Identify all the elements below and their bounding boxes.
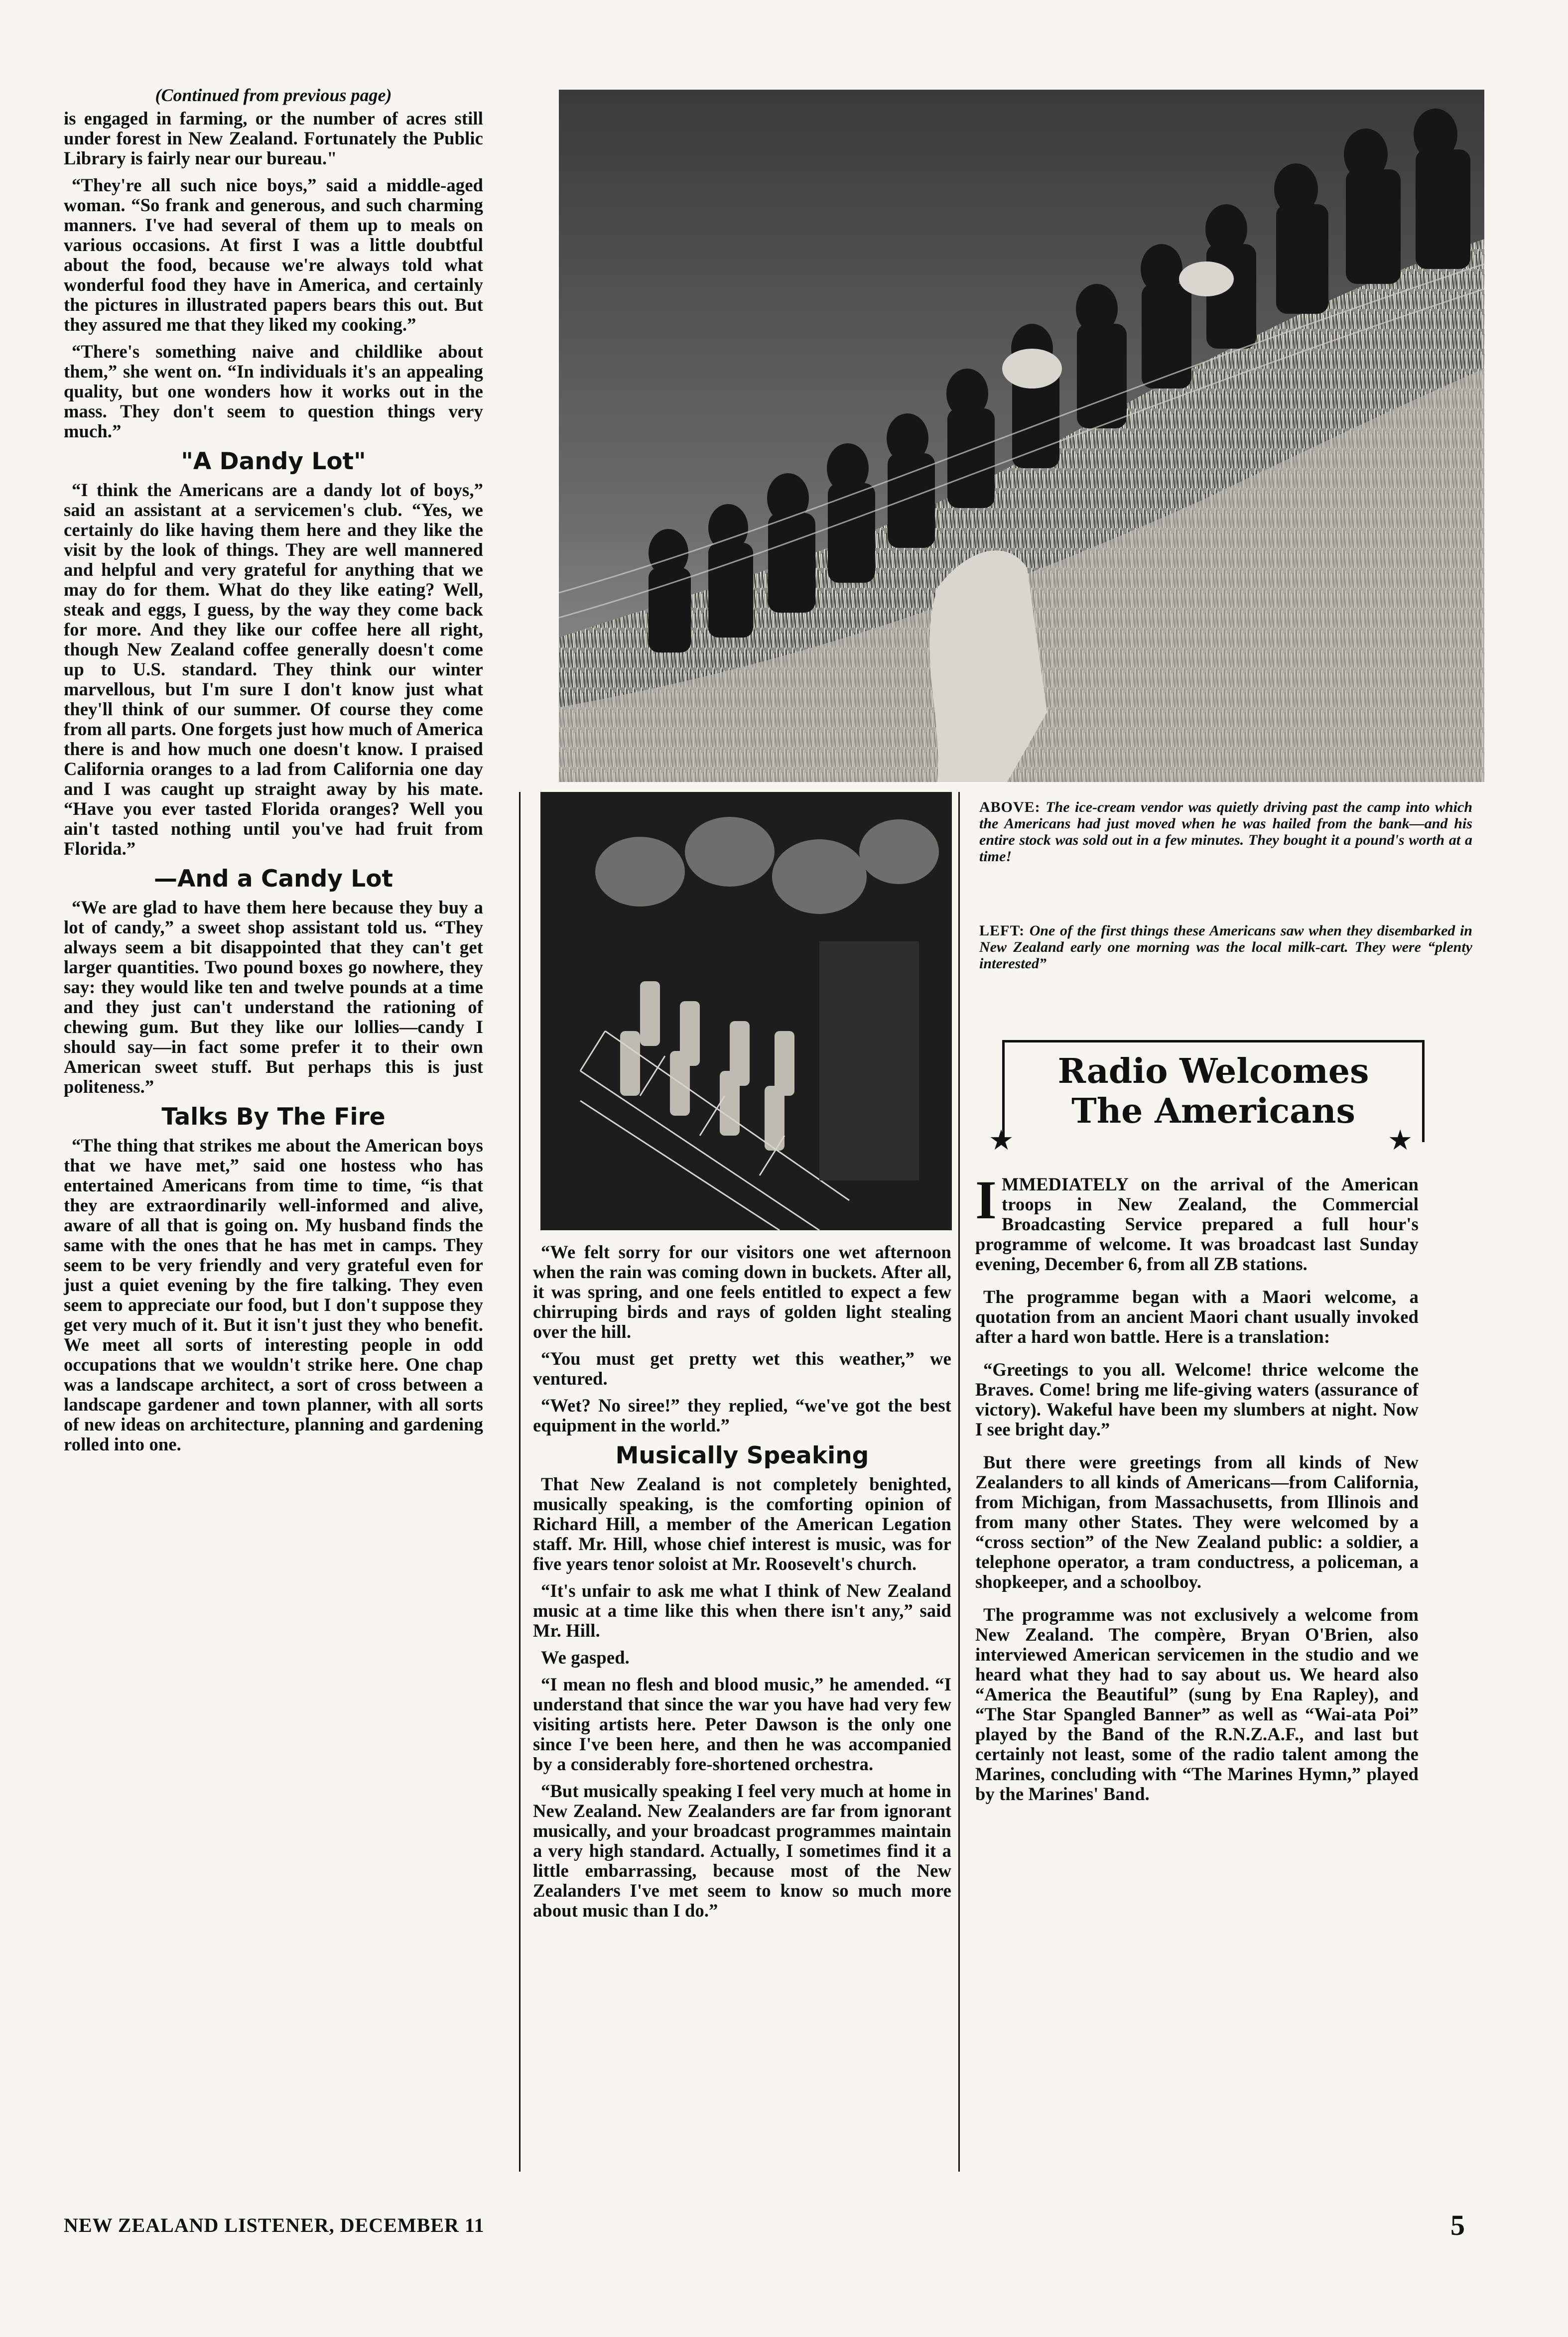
box-title-line1: Radio Welcomes bbox=[1057, 1051, 1369, 1091]
left-column bbox=[64, 85, 483, 1461]
column-divider bbox=[519, 792, 521, 2172]
paragraph: “You must get pretty wet this weather,” we ventured. bbox=[533, 1348, 951, 1389]
caption-left-lead: LEFT: bbox=[979, 922, 1025, 939]
paragraph: is engaged in farming, or the number of acres still under forest in New Zealand. Fortunately the Public Library is fairly near our bureau." bbox=[64, 108, 483, 168]
paragraph: “We felt sorry for our visitors one wet afternoon when the rain was coming down in buckets. After all, it was spring, and one feels entitled to expect a few chirruping birds and rays of golden light stealing over the hill. bbox=[533, 1242, 951, 1342]
caption-left bbox=[979, 922, 1472, 972]
paragraph: But there were greetings from all kinds of New Zealanders to all kinds of Americans—from California, from Michigan, from Massachusetts, from Illinois and from many other States. They were welcomed by a “cross section” of the New Zealand public: a soldier, a telephone operator, a tram conductress, a policeman, a shopkeeper, and a schoolboy. bbox=[975, 1452, 1419, 1592]
subheading-talks-by-fire: Talks By The Fire bbox=[161, 1103, 386, 1131]
paragraph: “I think the Americans are a dandy lot of boys,” said an assistant at a servicemen's club. “Yes, we certainly do like having them here and they like the visit by the look of things. They are well mannered and helpful and very grateful for anything that we may do for them. What do they like eating? Well, steak and eggs, I guess, by the way they come back for more. And they like our coffee here all right, though New Zealand coffee generally doesn't come up to U.S. standard. They think our winter marvellous, but I'm sure I don't know just what they'll think of our summer. Of course they come from all parts. One forgets just how much of America there is and how much one doesn't know. I praised California oranges to a lad from California one day and I was caught up straight away by his mate. “Have you ever tasted Florida oranges? Well you ain't tasted nothing until you've had fruit from Florida.” bbox=[64, 480, 483, 859]
right-column bbox=[975, 1169, 1419, 1811]
subheading-musically-speaking: Musically Speaking bbox=[615, 1442, 869, 1469]
paragraph: “There's something naive and childlike about them,” she went on. “In individuals it's an appealing quality, but one wonders how it works out in the mass. They don't seem to question things very much.” bbox=[64, 341, 483, 441]
middle-column bbox=[533, 1242, 951, 1928]
star-icon: ★ bbox=[989, 1125, 1014, 1156]
paragraph: The programme was not exclusively a welcome from New Zealand. The compère, Bryan O'Brien, also interviewed American servicemen in the studio and we heard what they had to say about us. We heard also “America the Beautiful” (sung by Ena Rapley), and “The Star Spangled Banner” as well as “Wai-ata Poi” played by the Band of the R.N.Z.A.F., and last but certainly not least, some of the radio talent among the Marines, concluding with “The Marines Hymn,” played by the Marines' Band. bbox=[975, 1604, 1419, 1804]
box-title bbox=[1002, 1040, 1425, 1142]
paragraph: “It's unfair to ask me what I think of New Zealand music at a time like this when there isn't any,” said Mr. Hill. bbox=[533, 1580, 951, 1641]
footer-page-number: 5 bbox=[1450, 2209, 1465, 2241]
paragraph: “Greetings to you all. Welcome! thrice welcome the Braves. Come! bring me life-giving waters (assurance of victory). Wakeful have been my slumbers at night. Now I see bright day.” bbox=[975, 1359, 1419, 1439]
subheading-dandy-lot: "A Dandy Lot" bbox=[181, 448, 366, 475]
paragraph: “We are glad to have them here because they buy a lot of candy,” a sweet shop assistant told us. “They always seem a bit disappointed that they can't get larger quantities. Two pound boxes go nowhere, they say: they would like ten and twelve pounds at a time and they just can't understand the rationing of chewing gum. But they like our lollies—candy I should say—in fact some prefer it to their own American sweet stuff. But perhaps this is just politeness.” bbox=[64, 897, 483, 1097]
caption-left-text: One of the first things these Americans saw when they disembarked in New Zealand early one morning was the local milk-cart. They were “plenty interested” bbox=[979, 922, 1472, 972]
paragraph: “The thing that strikes me about the American boys that we have met,” said one hostess who has entertained Americans from time to time, “is that they are extraordinarily well-informed and alive, aware of all that is going on. My husband finds the same with the ones that he has met in camps. They seem to be very friendly and very grateful even for just a quiet evening by the fire talking. They even seem to appreciate our food, but I don't suppose they get very much of it. But it isn't just they who benefit. We meet all sorts of interesting people in odd occupations that we wouldn't strike here. One chap was a landscape architect, a sort of cross between a landscape gardener and town planner, with all sorts of new ideas on architecture, planning and gardening rolled into one. bbox=[64, 1135, 483, 1454]
paragraph: The programme began with a Maori welcome, a quotation from an ancient Maori chant usually invoked after a hard won battle. Here is a translation: bbox=[975, 1287, 1419, 1347]
photo-ice-cream-image bbox=[559, 90, 1484, 782]
footer-publication: NEW ZEALAND LISTENER, DECEMBER 11 bbox=[64, 2214, 485, 2236]
box-title-line2: The Americans bbox=[1071, 1091, 1355, 1131]
paragraph: “I mean no flesh and blood music,” he amended. “I understand that since the war you have had very few visiting artists here. Peter Dawson is the only one since I've been here, and then he was accompanied by a considerably fore-shortened orchestra. bbox=[533, 1674, 951, 1774]
paragraph: “But musically speaking I feel very much at home in New Zealand. New Zealanders are far from ignorant musically, and your broadcast programmes maintain a very high standard. Actually, I sometimes find it a little embarrassing, because most of the New Zealanders I've met seem to know so much more about music than I do.” bbox=[533, 1781, 951, 1921]
column-divider bbox=[958, 792, 960, 2172]
lead-text: MMEDIATELY on the arrival of the American troops in New Zealand, the Commercial Broadcasting Service prepared a full hour's programme of welcome. It was broadcast last Sunday evening, December 6, from all ZB stations. bbox=[975, 1174, 1419, 1274]
photo-ice-cream-vendor bbox=[559, 90, 1484, 782]
photo-milk-cart-image bbox=[540, 792, 952, 1230]
caption-above bbox=[979, 799, 1472, 865]
paragraph: We gasped. bbox=[541, 1647, 630, 1668]
drop-cap: I bbox=[975, 1169, 997, 1230]
paragraph: “Wet? No siree!” they replied, “we've got the best equipment in the world.” bbox=[533, 1395, 951, 1435]
paragraph: “They're all such nice boys,” said a middle-aged woman. “So frank and generous, and such charming manners. I've had several of them up to meals on various occasions. At first I was a little doubtful about the food, because we're always told what wonderful food they have in America, and certainly the pictures in illustrated papers bears this out. But they assured me that they liked my cooking.” bbox=[64, 175, 483, 335]
subheading-candy-lot: —And a Candy Lot bbox=[154, 865, 393, 893]
star-icon: ★ bbox=[1388, 1125, 1413, 1156]
caption-above-text: The ice-cream vendor was quietly driving past the camp into which the Americans had just moved when he was hailed from the bank—and his entire stock was sold out in a few minutes. They bought it a pound's worth at a time! bbox=[979, 799, 1472, 865]
paragraph-lead bbox=[975, 1169, 1419, 1274]
photo-milk-cart bbox=[540, 792, 952, 1230]
paragraph: That New Zealand is not completely benighted, musically speaking, is the comforting opinion of Richard Hill, a member of the American Legation staff. Mr. Hill, whose chief interest is music, was for five years tenor soloist at Mr. Roosevelt's church. bbox=[533, 1474, 951, 1574]
continued-note: (Continued from previous page) bbox=[155, 85, 392, 105]
caption-above-lead: ABOVE: bbox=[979, 799, 1041, 815]
